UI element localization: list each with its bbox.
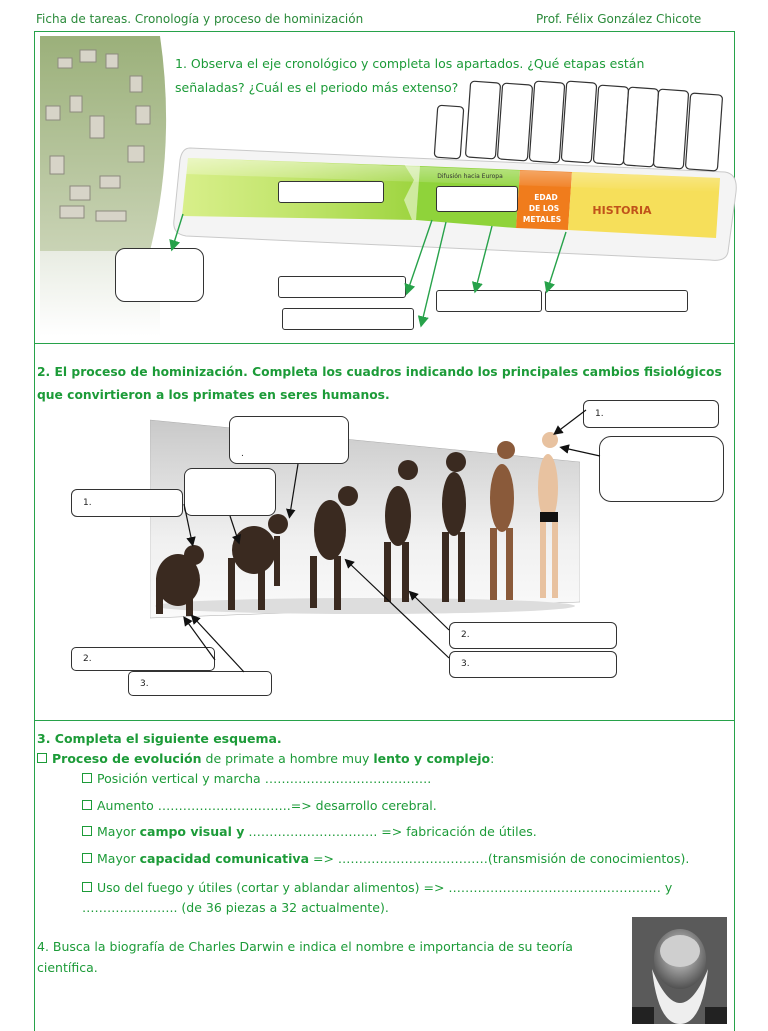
question-2-line2: que convirtieron a los primates en seres humanos. [37, 388, 390, 402]
darwin-portrait [632, 917, 727, 1024]
label-historia: HISTORIA [592, 204, 652, 217]
answer-box-bottom-2[interactable] [282, 308, 414, 330]
scheme-main-end: : [490, 751, 495, 766]
scheme-item-4 [82, 848, 689, 870]
hominization-box-left-3[interactable] [128, 671, 272, 696]
box-label-1-left: 1. [83, 498, 92, 508]
box-label-2-right: 2. [461, 630, 470, 640]
evolution-illustration [150, 418, 580, 624]
hominization-box-right-3[interactable] [449, 622, 617, 649]
scheme-item-2-text: Aumento …………………………..=> desarrollo cerebral. [97, 798, 437, 813]
question-1-line1: 1. Observa el eje cronológico y completa los apartados. ¿Qué etapas están [175, 56, 645, 71]
vertical-answer-boxes[interactable] [430, 78, 730, 178]
label-metales-3: METALES [522, 215, 562, 224]
question-2-line1: 2. El proceso de hominización. Completa los cuadros indicando los principales cambios fisiológicos [37, 365, 722, 379]
scheme-item-1-text: Posición vertical y marcha …………………………………. [97, 771, 432, 786]
answer-box-bottom-4[interactable] [545, 290, 688, 312]
checkbox-icon [82, 826, 92, 836]
answer-box-left[interactable] [115, 248, 204, 302]
label-metales-2: DE LOS [528, 204, 560, 213]
label-metales-1: EDAD [534, 193, 558, 202]
checkbox-icon [82, 773, 92, 783]
scheme-item-3-bold: campo visual y [139, 824, 245, 839]
checkbox-icon [82, 853, 92, 863]
answer-box-bottom-1[interactable] [278, 276, 406, 298]
checkbox-icon [82, 882, 92, 892]
answer-box-neolitico[interactable] [436, 186, 518, 212]
scheme-item-3 [82, 821, 537, 843]
scheme-item-4-bold: capacidad comunicativa [139, 851, 310, 866]
scheme-main-pre: Proceso de evolución [52, 751, 202, 766]
hominization-box-top-1[interactable] [229, 416, 349, 464]
question-4-line1: 4. Busca la biografía de Charles Darwin e indica el nombre e importancia de su teoría [37, 939, 573, 954]
scheme-item-5b: ………………….. (de 36 piezas a 32 actualmente). [82, 900, 389, 915]
hominization-box-right-2[interactable] [599, 436, 724, 502]
checkbox-icon [82, 800, 92, 810]
scheme-item-3-pre: Mayor [97, 824, 140, 839]
scheme-item-5 [82, 877, 672, 899]
scheme-main-line [37, 748, 494, 770]
box-label-1-right: 1. [595, 409, 604, 419]
answer-box-paleolitico[interactable] [278, 181, 384, 203]
hominization-box-right-4[interactable] [449, 651, 617, 678]
header-left: Ficha de tareas. Cronología y proceso de hominización [36, 12, 364, 26]
box-label-2-left: 2. [83, 654, 92, 664]
scheme-item-4-pre: Mayor [97, 851, 140, 866]
divider-2 [34, 720, 735, 721]
question-3-title: 3. Completa el siguiente esquema. [37, 731, 282, 746]
scheme-main-bold: lento y complejo [373, 751, 491, 766]
box-label-3-left: 3. [140, 679, 149, 689]
scheme-main-mid: de primate a hombre muy [201, 751, 374, 766]
hominization-box-left-2[interactable] [71, 647, 215, 671]
scheme-item-3-end: …………………………. => fabricación de útiles. [244, 824, 537, 839]
scheme-item-5-text: Uso del fuego y útiles (cortar y ablandar alimentos) => …………………………………………… y [97, 880, 673, 895]
header-right: Prof. Félix González Chicote [536, 12, 702, 26]
scheme-item-2 [82, 795, 437, 817]
hominization-box-top-2[interactable] [184, 468, 276, 516]
label-difusion: Difusión hacia Europa [437, 173, 503, 180]
divider-1 [34, 343, 735, 344]
answer-box-bottom-3[interactable] [436, 290, 542, 312]
scheme-item-4-end: => ………………………………(transmisión de conocimientos). [309, 851, 690, 866]
box-label-3-right: 3. [461, 659, 470, 669]
question-4-line2: científica. [37, 960, 98, 975]
box-dot-label: . [241, 449, 244, 459]
scheme-item-1 [82, 768, 431, 790]
checkbox-icon [37, 753, 47, 763]
question-1-line2: señaladas? ¿Cuál es el periodo más extenso? [175, 80, 459, 95]
